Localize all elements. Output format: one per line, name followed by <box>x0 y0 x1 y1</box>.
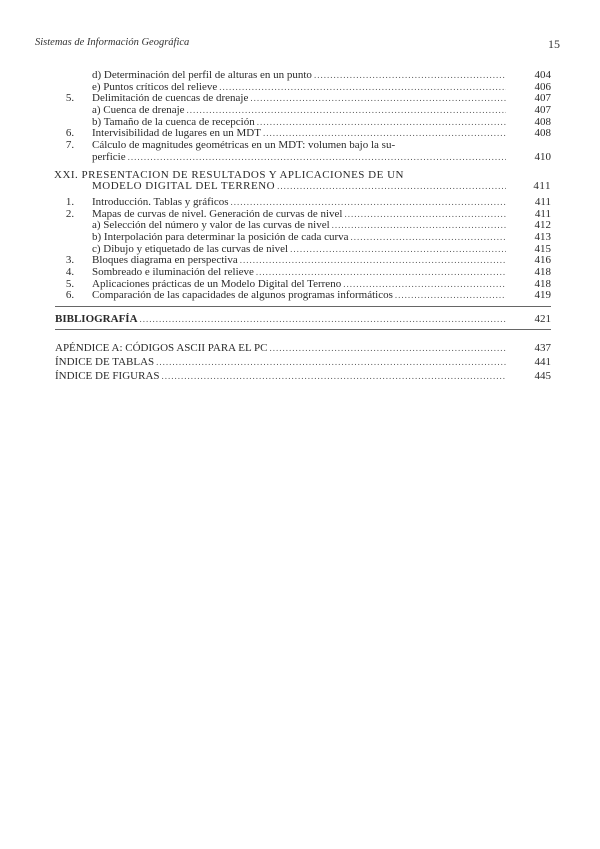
toc-entry <box>55 117 551 129</box>
toc-entry <box>55 209 551 221</box>
toc-entry-page: 410 <box>534 150 551 163</box>
toc-entry-label: a) Cuenca de drenaje <box>92 105 185 117</box>
toc-entry-label: ÍNDICE DE TABLAS <box>55 356 155 369</box>
toc-bibliography <box>55 312 551 326</box>
toc-entry-page: 441 <box>534 356 551 369</box>
toc-entry-page: 418 <box>534 277 551 290</box>
toc-entry-label: b) Interpolación para determinar la posición de cada curva <box>92 231 349 243</box>
toc-chapter-continuation <box>55 181 551 193</box>
toc-entry-label: BIBLIOGRAFÍA <box>55 313 138 326</box>
toc-entry-label: perficie <box>92 151 126 163</box>
toc-entry-page: 418 <box>534 266 551 278</box>
toc-entry-page: 404 <box>534 69 551 81</box>
toc-entry <box>55 128 551 140</box>
toc-entry-page: 445 <box>534 370 551 383</box>
toc-entry-label: Delimitación de cuencas de drenaje <box>92 93 249 105</box>
toc-entry-number: 5. <box>65 92 75 105</box>
toc-entry <box>55 279 551 291</box>
toc-entry-label: ÍNDICE DE FIGURAS <box>55 370 160 383</box>
toc-entry <box>55 82 551 94</box>
table-of-contents <box>55 70 551 383</box>
running-header <box>35 37 560 53</box>
toc-entry-label: b) Tamaño de la cuenca de recepción <box>92 116 255 128</box>
toc-entry-number: 7. <box>65 139 75 152</box>
toc-entry-page: 411 <box>533 180 551 193</box>
toc-entry-label: Cálculo de magnitudes geométricas en un MDT: volumen bajo la su- <box>92 140 396 152</box>
toc-entry-label: Sombreado e iluminación del relieve <box>92 267 254 278</box>
toc-appendix <box>55 341 551 355</box>
toc-entry-label: Aplicaciones prácticas de un Modelo Digital del Terreno <box>92 278 342 290</box>
toc-entry-label: Mapas de curvas de nivel. Generación de curvas de nivel <box>92 208 343 220</box>
toc-entry-page: 437 <box>534 342 551 355</box>
toc-entry <box>55 255 551 267</box>
toc-entry-page: 407 <box>534 92 551 105</box>
toc-entry-number: 2. <box>65 207 75 220</box>
toc-entry <box>55 70 551 82</box>
toc-entry <box>55 93 551 105</box>
toc-entry-label: Comparación de las capacidades de algunos programas informáticos <box>92 290 393 302</box>
toc-entry-label: Bloques diagrama en perspectiva <box>92 255 238 267</box>
section-divider <box>55 306 551 307</box>
toc-entry-label: e) Puntos críticos del relieve <box>92 81 218 93</box>
toc-entry <box>55 140 551 152</box>
toc-entry-page: 413 <box>534 230 551 243</box>
toc-entry-label: c) Dibujo y etiquetado de las curvas de nivel <box>92 243 289 255</box>
toc-entry-page: 411 <box>534 207 551 220</box>
section-divider <box>55 329 551 330</box>
toc-entry-label: Intervisibilidad de lugares en un MDT <box>92 128 261 140</box>
toc-entry <box>55 267 551 279</box>
toc-entry-page: 421 <box>534 313 551 326</box>
toc-entry-page: 415 <box>534 242 551 255</box>
page-number: 15 <box>548 37 560 51</box>
toc-entry-continuation <box>55 152 551 164</box>
toc-entry-page: 407 <box>534 104 551 117</box>
toc-index-tables <box>55 355 551 369</box>
toc-entry-page: 411 <box>534 195 551 208</box>
toc-entry-page: 406 <box>534 80 551 93</box>
toc-entry-label: d) Determinación del perfil de alturas en un punto <box>92 70 312 81</box>
toc-entry <box>55 232 551 244</box>
toc-entry <box>55 197 551 209</box>
toc-entry-label: APÉNDICE A: CÓDIGOS ASCII PARA EL PC <box>55 342 268 355</box>
toc-chapter-label: XXI. PRESENTACIÓN DE RESULTADOS Y APLICACIONES DE UN <box>54 169 404 181</box>
toc-entry-number: 3. <box>65 254 75 267</box>
toc-entry-label: Introducción. Tablas y gráficos <box>92 196 229 208</box>
toc-chapter-label: MODELO DIGITAL DEL TERRENO <box>92 181 276 193</box>
toc-chapter <box>54 170 551 182</box>
toc-entry <box>55 244 551 256</box>
toc-entry-page: 416 <box>534 254 551 267</box>
toc-entry <box>55 290 551 302</box>
toc-entry-page: 408 <box>534 127 551 140</box>
toc-entry <box>55 105 551 117</box>
toc-entry-number: 4. <box>65 266 75 278</box>
toc-entry-number: 6. <box>65 289 75 302</box>
toc-entry-label: a) Selección del número y valor de las curvas de nivel <box>92 220 330 232</box>
toc-entry-number: 5. <box>65 277 75 290</box>
toc-entry-page: 408 <box>534 115 551 128</box>
running-title: Sistemas de Información Geográfica <box>35 37 190 48</box>
toc-entry <box>55 220 551 232</box>
toc-entry-page: 412 <box>534 219 551 232</box>
toc-index-figures <box>55 369 551 383</box>
toc-entry-number: 1. <box>65 195 75 208</box>
toc-entry-page: 419 <box>534 289 551 302</box>
toc-entry-number: 6. <box>65 127 75 140</box>
